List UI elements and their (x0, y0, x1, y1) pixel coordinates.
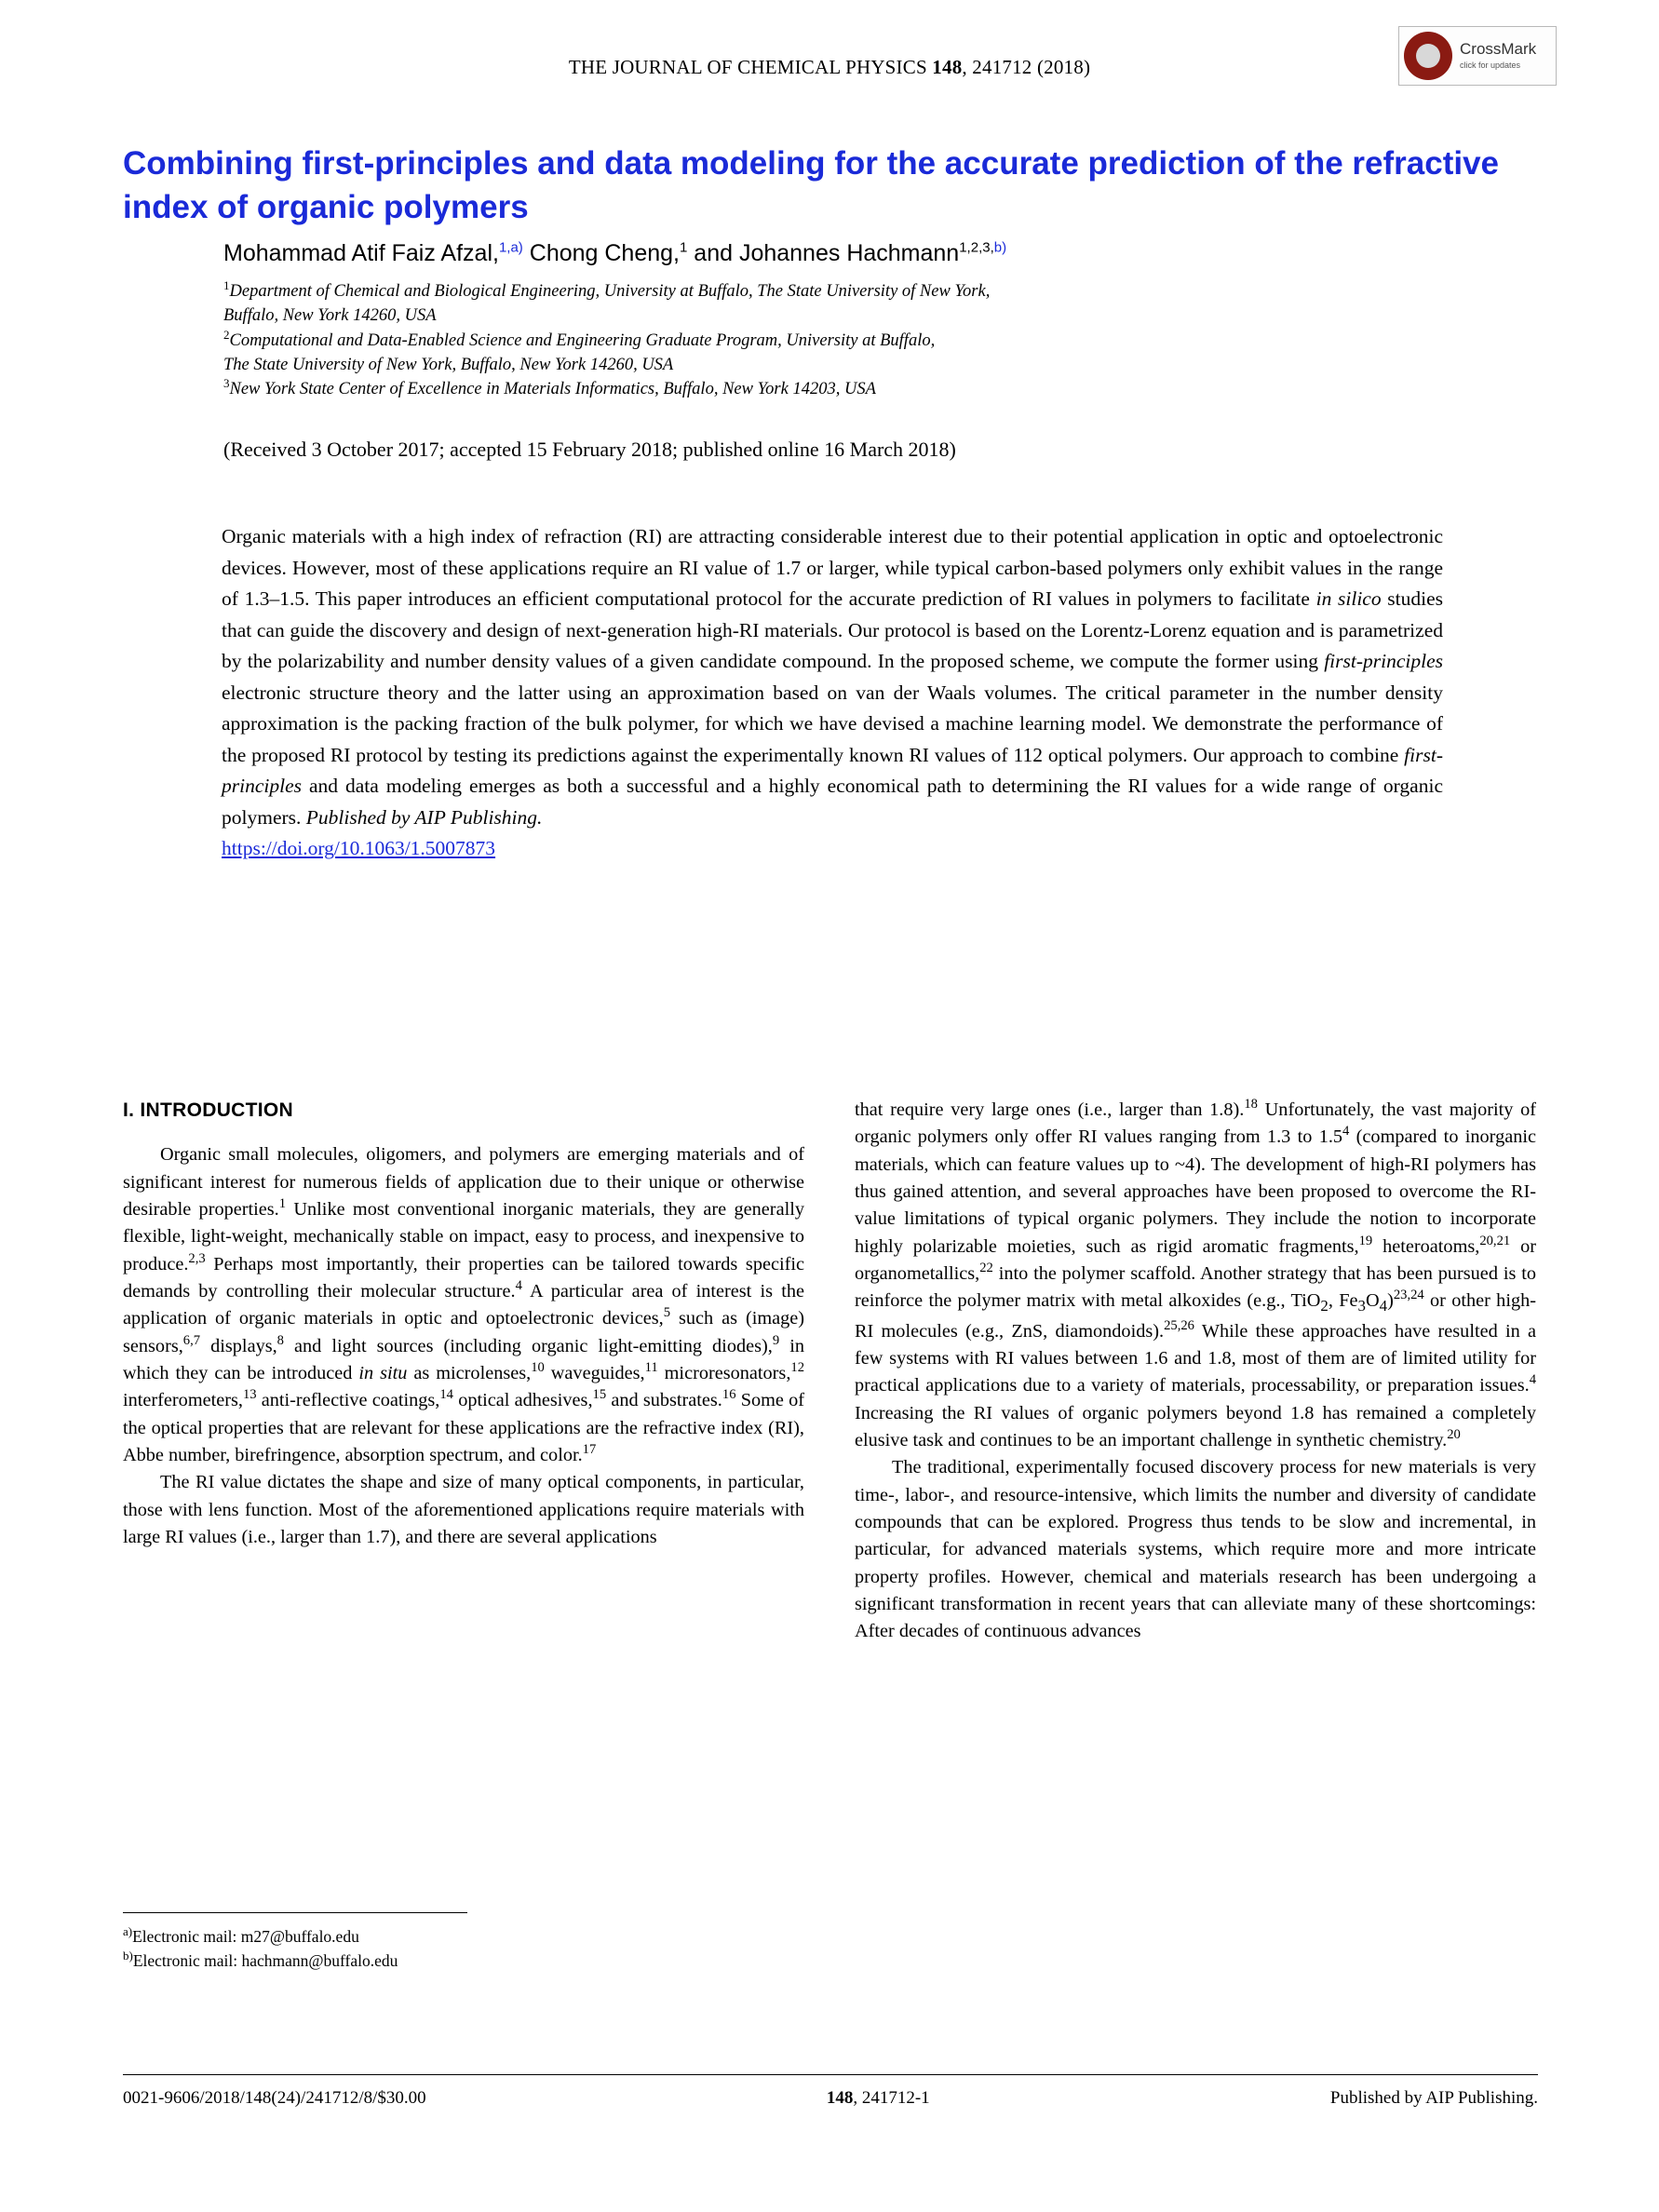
doi-link[interactable]: https://doi.org/10.1063/1.5007873 (222, 837, 496, 860)
received-dates: (Received 3 October 2017; accepted 15 February 2018; published online 16 March 2018) (223, 438, 956, 461)
crossmark-icon (1404, 32, 1452, 80)
abstract-text: Organic materials with a high index of refraction (RI) are attracting considerable interest due to their potential application in optic and optoelectronic devices. However, most of these applications require an RI value of 1.7 or larger, while typical carbon-based polymers only exhibit values in the range of 1.3–1.5. This paper introduces an efficient computational protocol for the accurate prediction of RI values in polymers to facilitate in silico studies that can guide the discovery and design of next-generation high-RI materials. Our protocol is based on the Lorentz-Lorenz equation and is parametrized by the polarizability and number density values of a given candidate compound. In the proposed scheme, we compute the former using first-principles electronic structure theory and the latter using an approximation based on van der Waals volumes. The critical parameter in the number density approximation is the packing fraction of the bulk polymer, for which we have devised a machine learning model. We demonstrate the performance of the proposed RI protocol by testing its predictions against the experimentally known RI values of 112 optical polymers. Our approach to combine first-principles and data modeling emerges as both a successful and a highly economical path to determining the RI values for a wide range of organic polymers. Published by AIP Publishing. (222, 525, 1443, 829)
crossmark-sublabel: click for updates (1460, 60, 1521, 70)
paragraph-left-1: Organic small molecules, oligomers, and polymers are emerging materials and of significant interest for numerous fields of application due to their unique or otherwise desirable properties.$^1$ Unlike most conventional inorganic materials, they are generally flexible, light-weight, mechanically stable on impact, easy to process, and inexpensive to produce.$^{2,3}$ Perhaps most importantly, their properties can be tailored towards specific demands by controlling their molecular structure.$^4$ A particular area of interest is the application of organic materials in optic and optoelectronic devices,$^5$ such as (image) sensors,$^{6,7}$ displays,$^8$ and light sources (including organic light-emitting diodes),$^9$ in which they can be introduced in situ as microlenses,$^{10}$ waveguides,$^{11}$ microresonators,$^{12}$ interferometers,$^{13}$ anti-reflective coatings,$^{14}$ optical adhesives,$^{15}$ and substrates.$^{16}$ Some of the optical properties that are relevant for these applications are the refractive index (RI), Abbe number, birefringence, absorption spectrum, and color.$^{17}$ (123, 1144, 805, 1465)
affiliation-3: $^3$New York State Center of Excellence in Materials Informatics, Buffalo, New York 14203, USA (223, 375, 876, 399)
footer-page-number (827, 2088, 930, 2109)
footer-volume: 148 (826, 2088, 854, 2108)
affiliation-1: $^1$Department of Chemical and Biological Engineering, University at Buffalo, The State University of New York, Buffalo, New York 14260, USA (223, 277, 991, 326)
footnote-divider (123, 1912, 467, 1913)
page-footer (123, 2074, 1538, 2109)
affiliation-2: $^2$Computational and Data-Enabled Science and Engineering Graduate Program, University at Buffalo, The State University of New York, Buffalo, New York 14260, USA (223, 327, 936, 374)
page-title: Combining first-principles and data modeling for the accurate prediction of the refractive index of organic polymers (123, 145, 1499, 225)
author-affil-123: 1,2,3,b) (959, 239, 1007, 256)
paragraph-left-2: The RI value dictates the shape and size of many optical components, in particular, those with lens function. Most of the aforementioned applications require materials with large RI values (i.e., larger than 1.7), and there are several applications (123, 1472, 804, 1547)
footnote-a: $^{a)}$Electronic mail: m27@buffalo.edu (123, 1924, 359, 1946)
footnote-b: $^{b)}$Electronic mail: hachmann@buffalo.edu (123, 1949, 398, 1971)
footer-divider (123, 2074, 1538, 2075)
footer-article-id: , 241712-1 (853, 2088, 930, 2108)
journal-volume: 148 (932, 56, 963, 78)
footer-publisher: Published by AIP Publishing. (1329, 2088, 1538, 2108)
paragraph-right-2: The traditional, experimentally focused discovery process for new materials is very time-, labor-, and resource-intensive, which limits the number and diversity of candidate compounds that can be explored. Progress thus tends to be slow and incremental, in particular, for advanced materials systems, which require more and more intricate property profiles. However, chemical and materials research has been undergoing a significant transformation in recent years that can alleviate many of these shortcomings: After decades of continuous advances (855, 1457, 1536, 1642)
crossmark-label: CrossMark (1460, 40, 1537, 59)
column-right (855, 1097, 1536, 1646)
author-list: Mohammad Atif Faiz Afzal,$^{1,a)}$ Chong Cheng,$^1$ and Johannes Hachmann$^{1,2,3,b)}$ (223, 239, 1007, 266)
paragraph-right-1: that require very large ones (i.e., larger than 1.8).$^{18}$ Unfortunately, the vast majority of organic polymers only offer RI values ranging from 1.3 to $1.5^4$ (compared to inorganic materials, which can feature values up to ~4). The development of high-RI polymers has thus gained attention, and several approaches have been proposed to overcome the RI-value limitations of typical organic polymers. They include the notion to incorporate highly polarizable moieties, such as rigid aromatic fragments,$^{19}$ heteroatoms,$^{20,21}$ or organometallics,$^{22}$ into the polymer scaffold. Another strategy that has been pursued is to reinforce the polymer matrix with metal alkoxides (e.g., TiO$_2$, $Fe_3O_4)^{23,24}$ or other high-RI molecules (e.g., ZnS, diamondoids).$^{25,26}$ While these approaches have resulted in a few systems with RI values between 1.6 and 1.8, most of them are of limited utility for practical applications due to a variety of materials, processability, or preparation issues.$^4$ Increasing the RI values of organic polymers beyond 1.8 has remained a completely elusive task and continues to be an important challenge in synthetic chemistry.$^{20}$ (855, 1097, 1536, 1451)
column-left (123, 1097, 804, 1551)
abstract (222, 521, 1443, 865)
author-footnote-b[interactable]: b) (993, 239, 1007, 256)
author-footnote-a[interactable]: 1,a) (498, 239, 523, 256)
journal-name: THE JOURNAL OF CHEMICAL PHYSICS (568, 56, 927, 78)
footnotes (123, 1912, 719, 1974)
section-heading-introduction: I. INTRODUCTION (123, 1099, 293, 1121)
footer-issn: 0021-9606/2018/148(24)/241712/8/$30.00 (123, 2088, 426, 2108)
journal-article-year: , 241712 (2018) (962, 56, 1091, 78)
author-affil-1: 1 (680, 239, 688, 256)
affiliations (223, 279, 1462, 401)
crossmark-badge[interactable] (1398, 26, 1557, 86)
